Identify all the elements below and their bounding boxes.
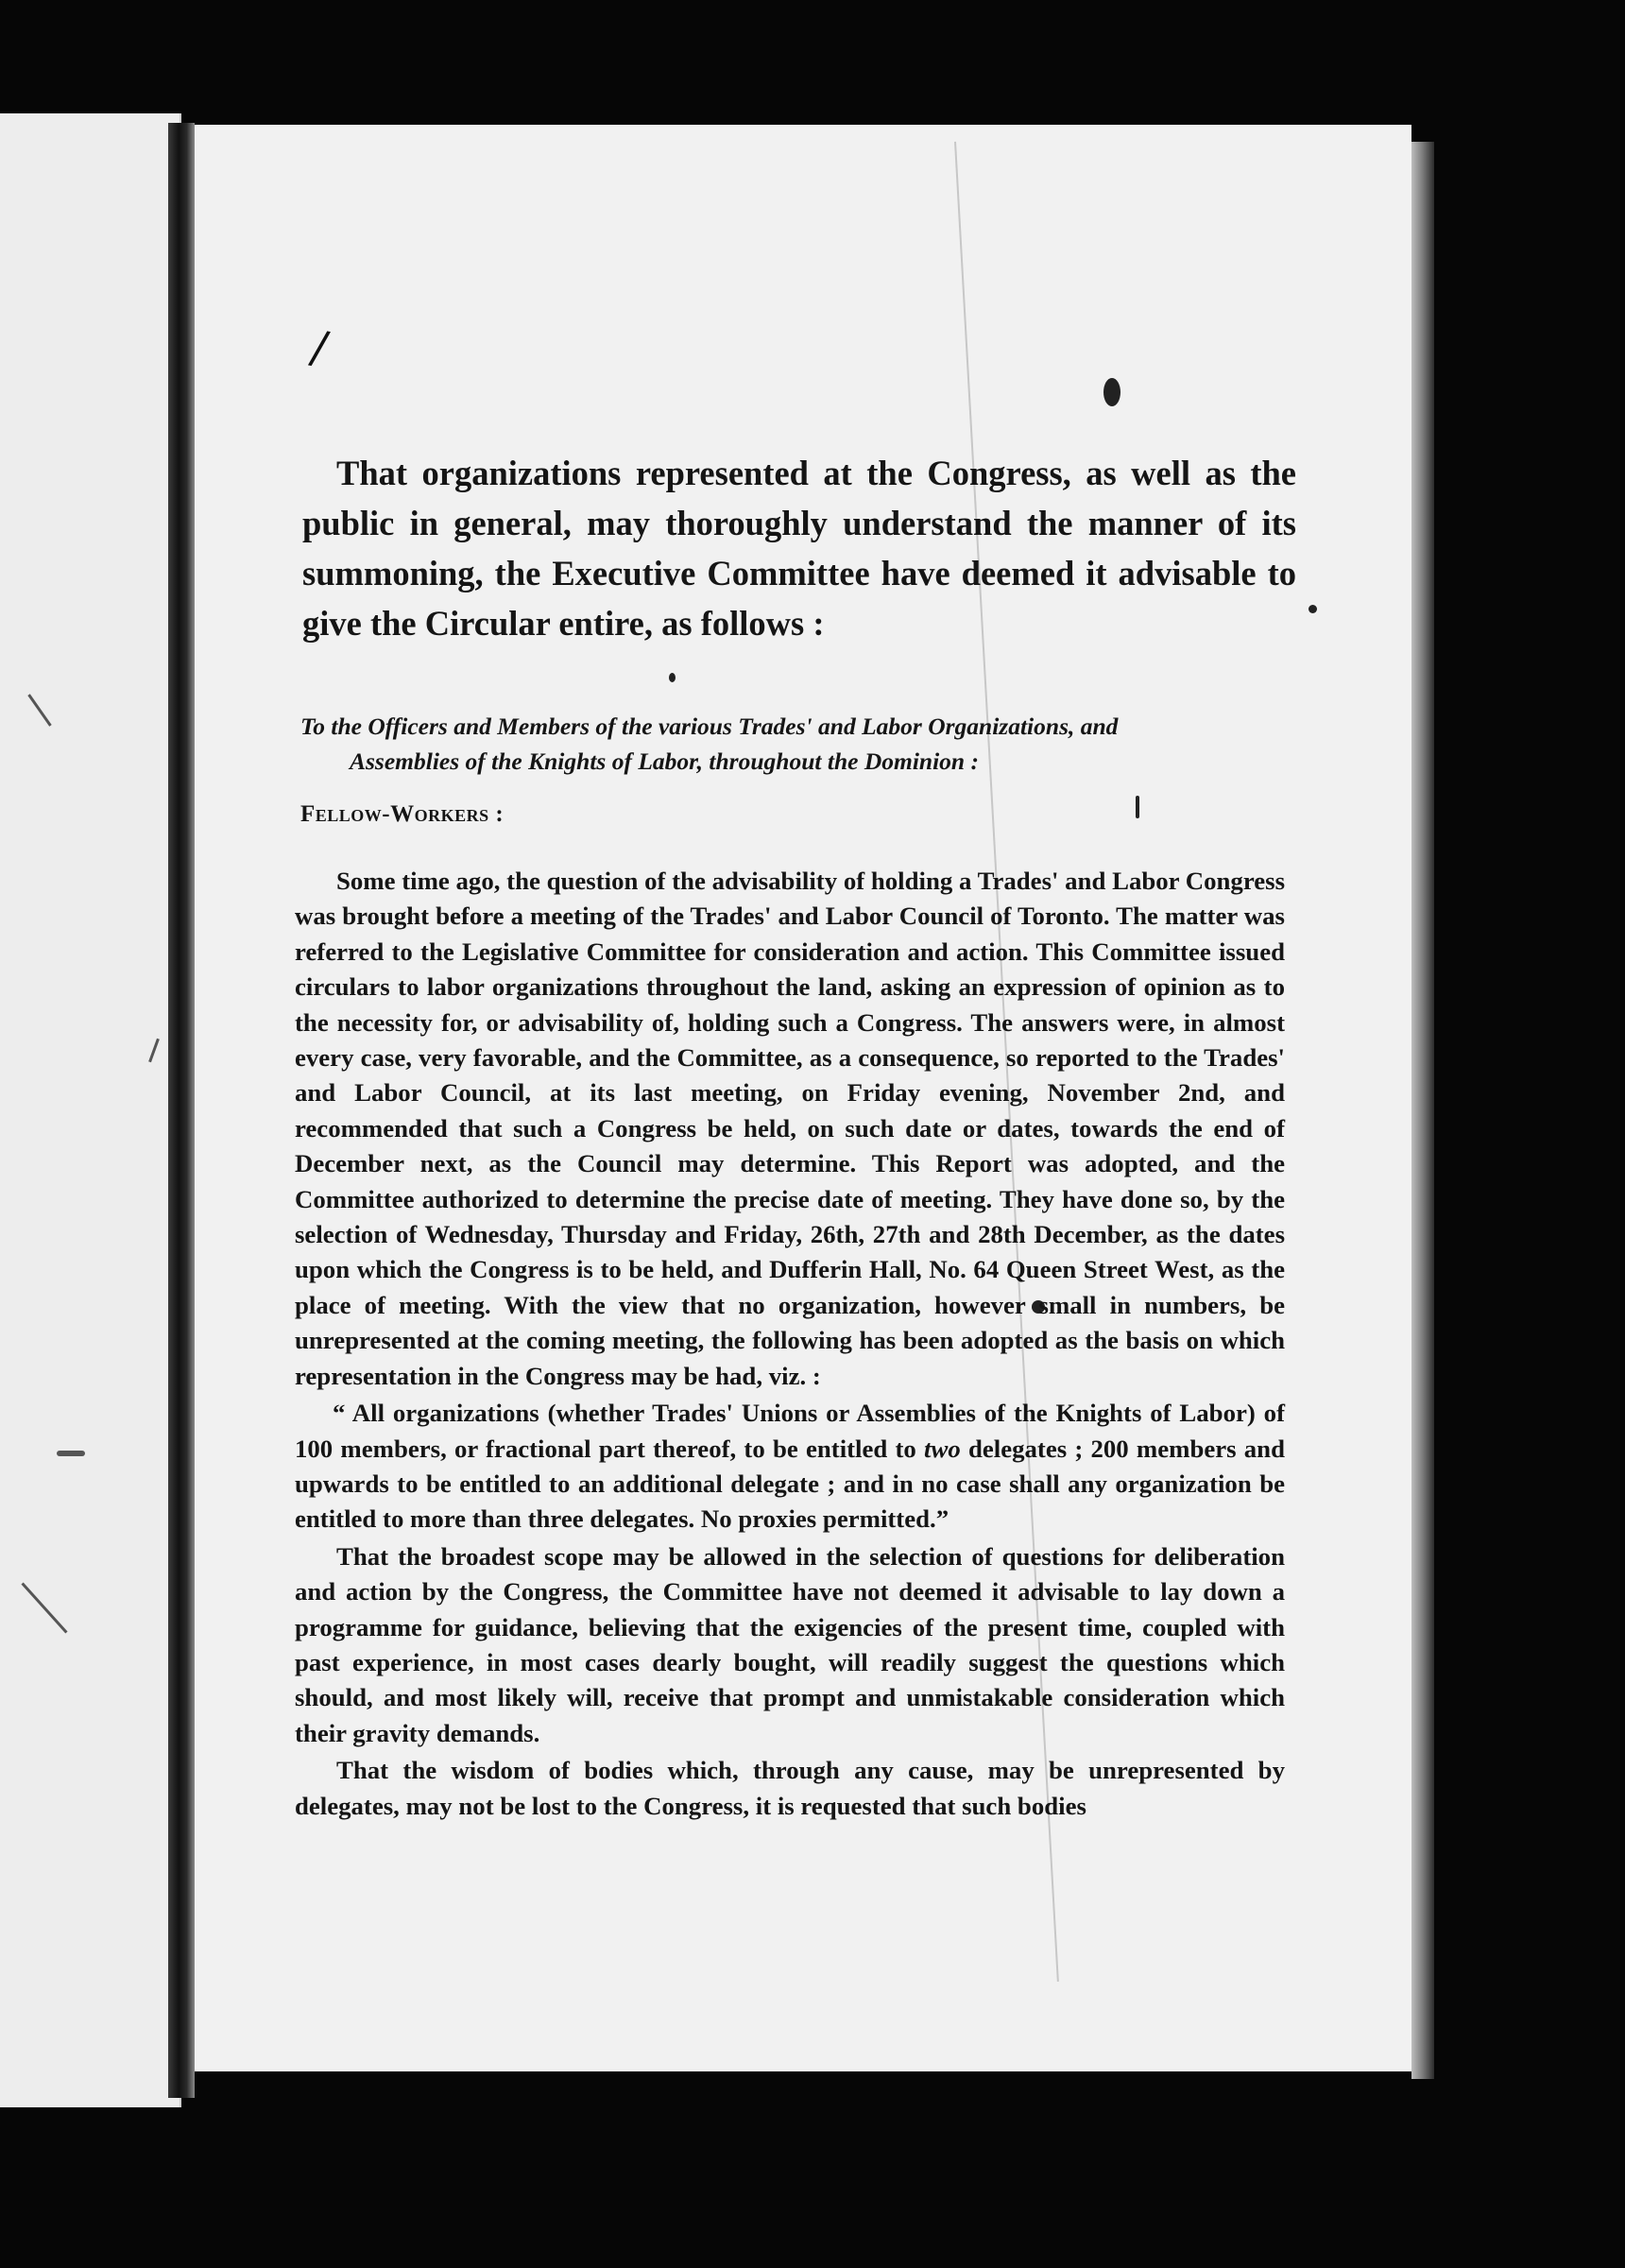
margin-mark <box>148 1039 160 1062</box>
ink-speck <box>1103 378 1120 406</box>
margin-mark <box>21 1582 67 1633</box>
margin-mark <box>27 694 51 726</box>
intro-paragraph <box>302 448 1296 648</box>
body-paragraph-2: That the broadest scope may be allowed in the selection of questions for deliberation and action by the Congress, the Committee have not deemed it advisable to lay down a programme for guidance, believing that the exigencies of the present time, coupled with past experience, in most cases dearly bought, will readily suggest the questions which should, and most likely will, receive that prompt and unmistakable consideration which their gravity demands. <box>295 1541 1285 1747</box>
body-paragraph-1: Some time ago, the question of the advisability of holding a Trades' and Labor Congress was brought before a meeting of the Trades' and Labor Council of Toronto. The matter was referred to the Legislative Committee for consideration and action. This Committee issued circulars to labor organizations throughout the land, asking an expression of opinion as to the necessity for, or advisability of, holding such a Congress. The answers were, in almost every case, very favorable, and the Committee, as a consequence, so reported to the Trades' and Labor Council, at its last meeting, on Friday evening, November 2nd, and recommended that such a Congress be held, on such date or dates, towards the end of December next, as the Council may determine. This Report was adopted, and the Committee authorized to determine the precise date of meeting. They have done so, by the selection of Wednesday, Thursday and Friday, 26th, 27th and 28th December, as the dates upon which the Congress is to be held, and Dufferin Hall, No. 64 Queen Street West, as the place of meeting. With the view that no organization, however small in numbers, be unrepresented at the coming meeting, the following has been adopted as the basis on which representation in the Congress may be had, viz. : <box>295 867 1285 1390</box>
intro-text: That organizations represented at the Congress, as well as the public in general, may thoroughly understand the manner of its summoning, the Executive Committee have deemed it advisable to give the Circular entire, as follows : <box>302 454 1296 643</box>
address-line-2: Assemblies of the Knights of Labor, throughout the Dominion : <box>350 747 979 775</box>
margin-mark <box>57 1451 85 1456</box>
body-paragraph-3: That the wisdom of bodies which, through any cause, may be unrepresented by delegates, may not be lost to the Congress, it is requested that such bodies <box>295 1756 1285 1820</box>
address-line-1: To the Officers and Members of the various Trades' and Labor Organizations, and <box>300 713 1119 740</box>
book-gutter <box>168 123 195 2098</box>
salutation: Fellow-Workers : <box>300 801 505 827</box>
facing-page-edge <box>0 113 181 2107</box>
quote-text-part-2: delegates ; 200 members and upwards to be entitled to an additional delegate ; and in no case shall any organization be entitled to more than three delegates. No proxies permitted.” <box>295 1434 1285 1534</box>
ink-speck <box>669 673 676 682</box>
quote-text-part-1: “ All organizations (whether Trades' Unions or Assemblies of the Knights of Labor) of 100 members, or fractional part thereof, to be entitled to <box>295 1399 1285 1463</box>
quote-emphasis: two <box>924 1434 961 1463</box>
pen-stroke-mark: / <box>306 319 333 376</box>
ink-speck <box>1309 605 1317 613</box>
page-edge-shadow <box>1411 142 1434 2079</box>
circular-address <box>300 709 1311 779</box>
representation-quote <box>295 1396 1285 1538</box>
circular-body <box>295 864 1285 1824</box>
ink-speck <box>1136 796 1139 818</box>
